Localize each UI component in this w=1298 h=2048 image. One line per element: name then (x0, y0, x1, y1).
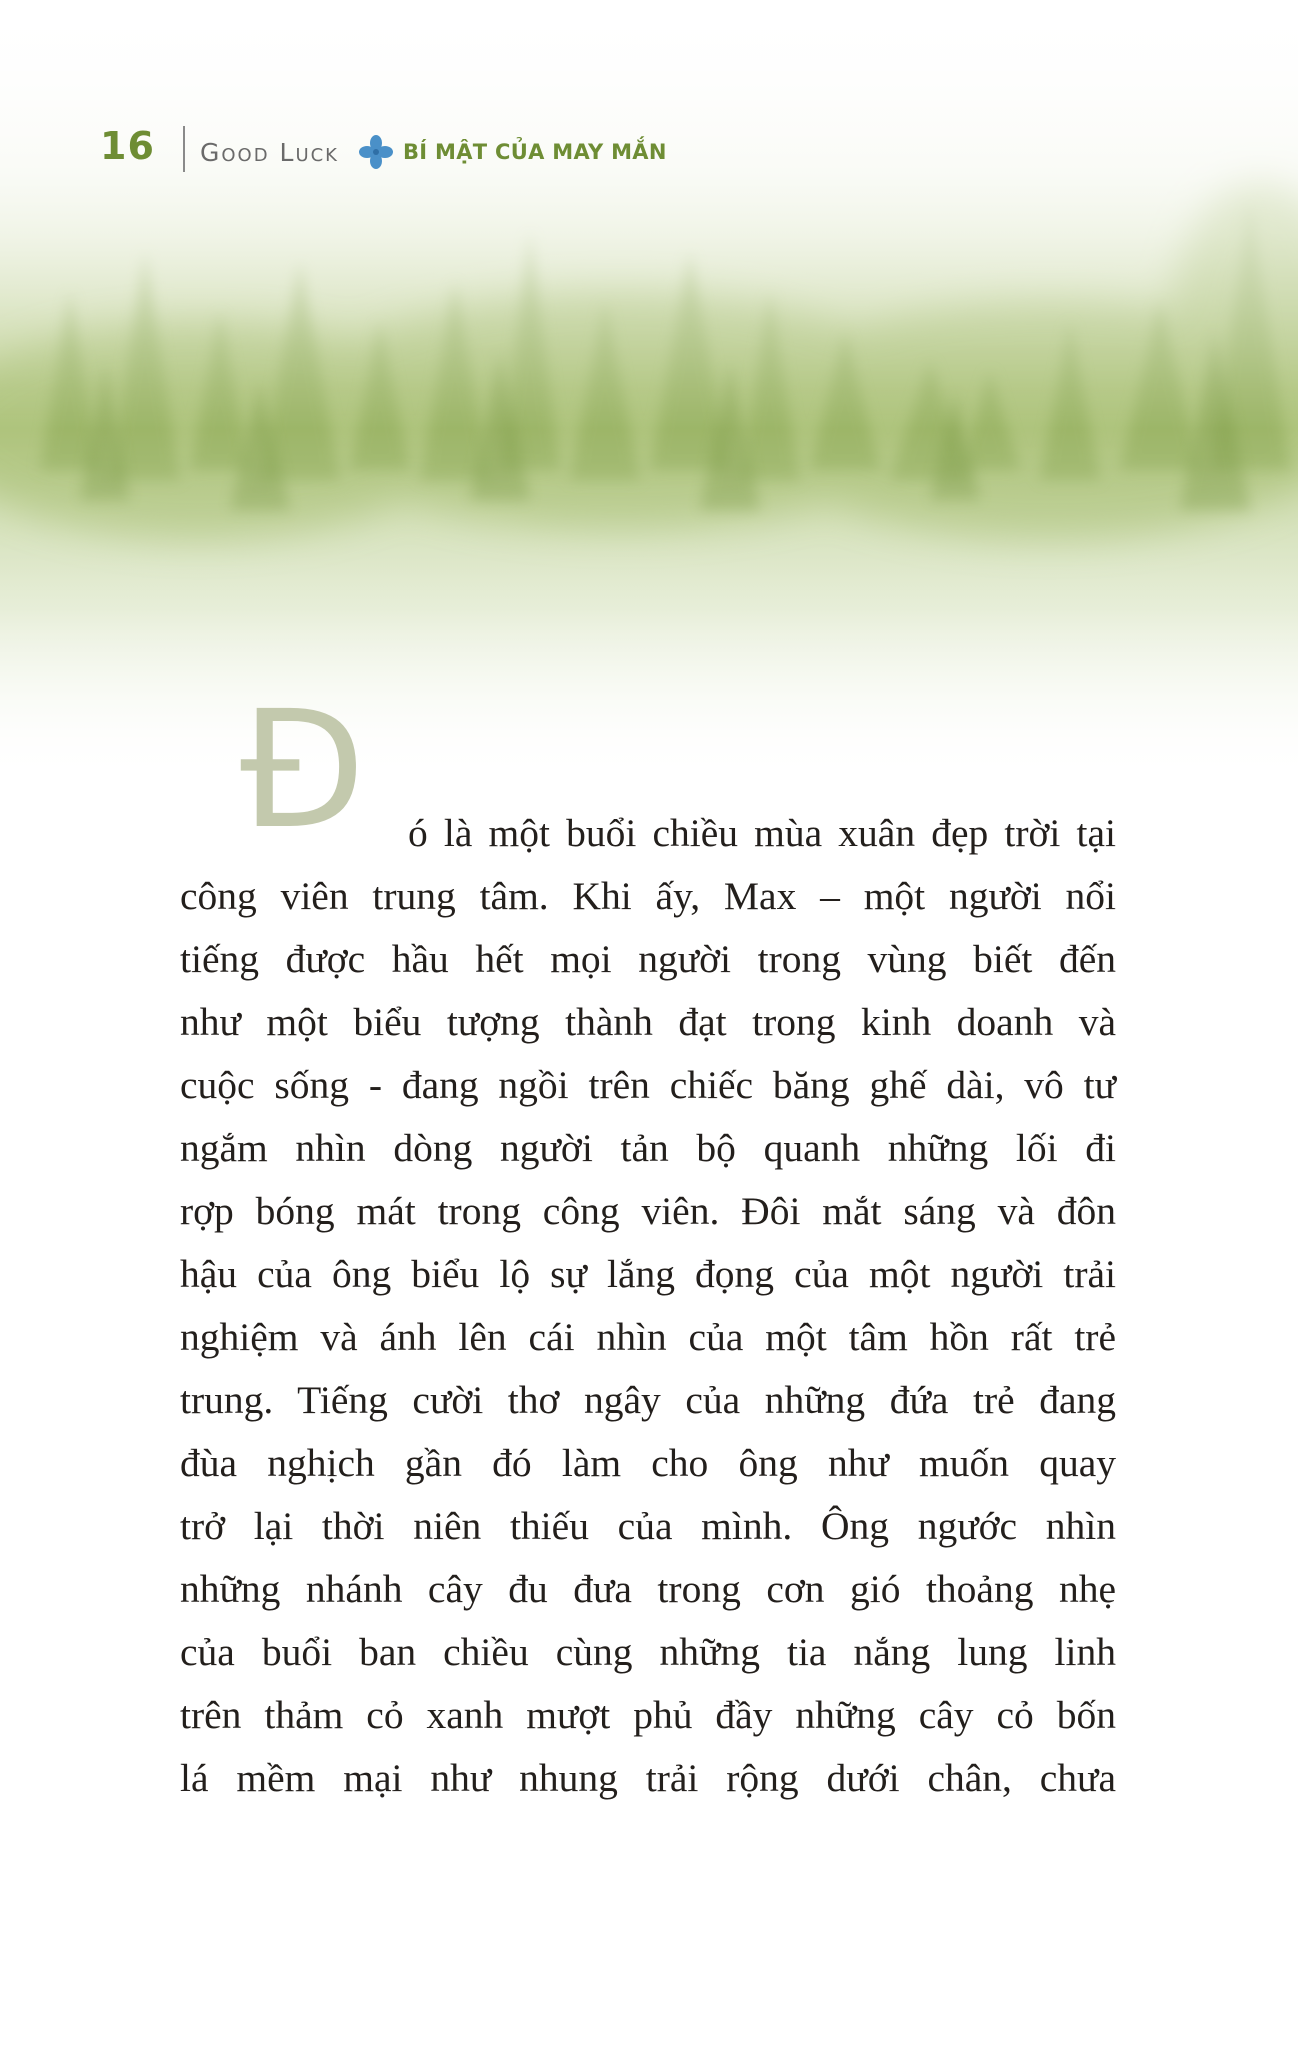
text-line: hậu của ông biểu lộ sự lắng đọng của một người trải (180, 1252, 1116, 1296)
text-line: công viên trung tâm. Khi ấy, Max – một người nổi (180, 874, 1116, 918)
text-line: như một biểu tượng thành đạt trong kinh doanh và (180, 1000, 1116, 1044)
misty-forest-banner (0, 0, 1298, 780)
text-line: lá mềm mại như nhung trải rộng dưới chân, chưa (180, 1756, 1116, 1800)
text-line: trên thảm cỏ xanh mượt phủ đầy những cây cỏ bốn (180, 1693, 1116, 1737)
text-line: ó là một buổi chiều mùa xuân đẹp trời tại (408, 811, 1116, 855)
text-line: trung. Tiếng cười thơ ngây của những đứa trẻ đang (180, 1378, 1116, 1422)
text-line: tiếng được hầu hết mọi người trong vùng biết đến (180, 937, 1116, 981)
four-leaf-clover-icon (358, 134, 394, 170)
drop-cap: Đ (240, 677, 366, 865)
text-line: đùa nghịch gần đó làm cho ông như muốn quay (180, 1441, 1116, 1485)
running-header (0, 118, 1298, 178)
text-line: cuộc sống - đang ngồi trên chiếc băng ghế dài, vô tư (180, 1063, 1116, 1107)
series-title: Good Luck (200, 138, 339, 167)
text-line: rợp bóng mát trong công viên. Đôi mắt sáng và đôn (180, 1189, 1116, 1233)
text-line: ngắm nhìn dòng người tản bộ quanh những lối đi (180, 1126, 1116, 1170)
text-line: nghiệm và ánh lên cái nhìn của một tâm hồn rất trẻ (180, 1315, 1116, 1359)
book-subtitle: BÍ MẬT CỦA MAY MẮN (403, 140, 667, 164)
text-line: trở lại thời niên thiếu của mình. Ông ngước nhìn (180, 1504, 1116, 1548)
body-paragraph (180, 802, 1116, 1810)
page-number: 16 (100, 124, 155, 168)
text-line: những nhánh cây đu đưa trong cơn gió thoảng nhẹ (180, 1567, 1116, 1611)
text-line: của buổi ban chiều cùng những tia nắng lung linh (180, 1630, 1116, 1674)
header-divider (183, 126, 185, 172)
